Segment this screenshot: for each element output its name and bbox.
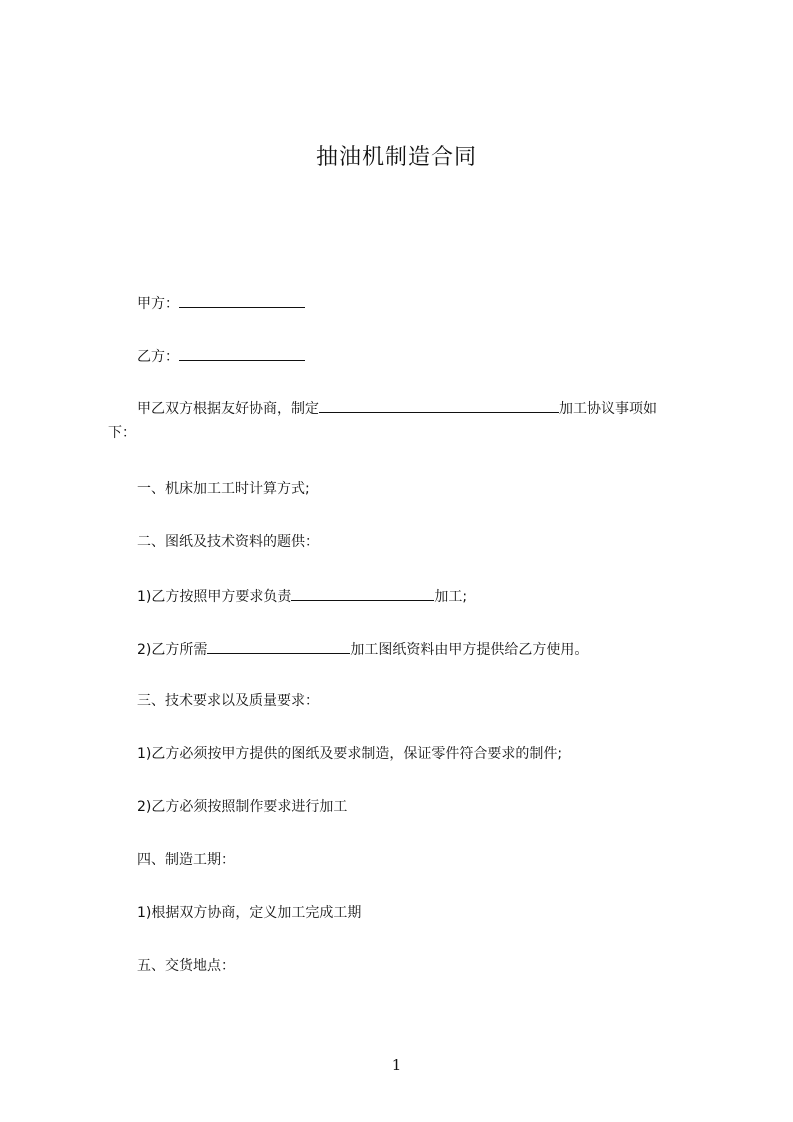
section-5-heading: 五、交货地点：	[137, 958, 235, 974]
section-1-heading: 一、机床加工工时计算方式;	[137, 481, 310, 497]
intro-text-3: 下：	[108, 425, 136, 441]
section-2-item-2-blank[interactable]	[207, 638, 350, 654]
section-3-heading: 三、技术要求以及质量要求：	[137, 693, 319, 709]
section-2-item-2	[137, 638, 588, 660]
party-a-line	[137, 292, 305, 314]
section-2-heading: 二、图纸及技术资料的题供：	[137, 534, 319, 550]
section-2-item-1-suffix: 加工;	[434, 589, 468, 605]
document-title: 抽油机制造合同	[315, 145, 477, 170]
section-3-item-2: 2)乙方必须按照制作要求进行加工	[137, 799, 348, 815]
section-2-item-2-text: 2)乙方所需	[137, 642, 208, 658]
intro-blank[interactable]	[319, 397, 559, 413]
intro-text-1: 甲乙双方根据友好协商，制定	[137, 401, 319, 417]
party-a-label: 甲方：	[137, 296, 179, 312]
party-a-blank[interactable]	[179, 292, 305, 308]
section-2-item-1	[137, 585, 467, 607]
intro-paragraph	[108, 397, 698, 445]
page-number: 1	[391, 1056, 402, 1074]
section-4-item-1: 1)根据双方协商，定义加工完成工期	[137, 905, 362, 921]
section-3-item-1: 1)乙方必须按甲方提供的图纸及要求制造，保证零件符合要求的制件;	[137, 746, 563, 762]
intro-text-2: 加工协议事项如	[559, 401, 657, 417]
party-b-line	[137, 345, 305, 367]
section-2-item-1-text: 1)乙方按照甲方要求负责	[137, 589, 292, 605]
section-4-heading: 四、制造工期：	[137, 852, 235, 868]
party-b-blank[interactable]	[179, 345, 305, 361]
section-2-item-1-blank[interactable]	[291, 585, 434, 601]
party-b-label: 乙方：	[137, 349, 179, 365]
section-2-item-2-suffix: 加工图纸资料由甲方提供给乙方使用。	[350, 642, 589, 658]
